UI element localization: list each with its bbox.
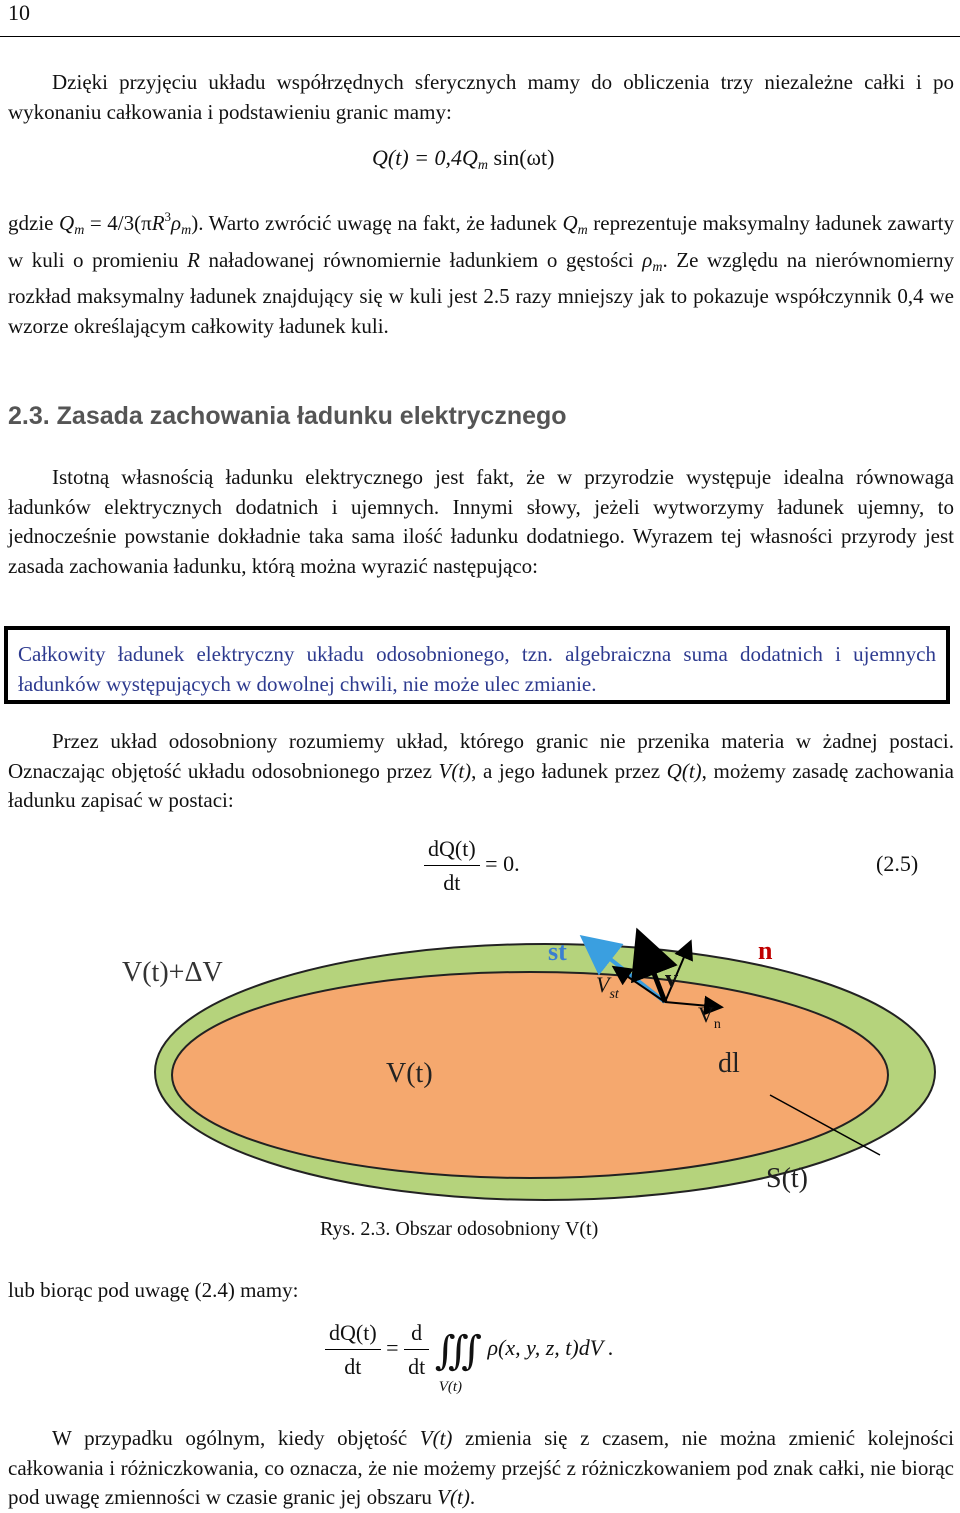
inner-region [172,972,888,1178]
label-vn: $V_n$ [698,1002,721,1032]
section-heading: 2.3. Zasada zachowania ładunku elektrycznego [8,402,567,430]
figure-isolated-region [0,915,960,1215]
paragraph-general-case: W przypadku ogólnym, kiedy objętość V(t) zmienia się z czasem, nie można zmienić kolejności całkowania i różniczkowania, co oznacza, że nie możemy przejść z różniczkowaniem pod znak całki, nie biorąc pod uwagę zmienności w czasie granic jej obszaru V(t). [8,1426,954,1509]
label-inner-volume: V(t) [386,1058,433,1089]
label-st: st [548,937,567,966]
equation-2-5: $\frac{dQ(t)}{dt}$ = 0. [424,836,520,896]
label-n: n [758,936,773,965]
equation-integral: $\frac{dQ(t)}{dt}$ = $\frac{d}{dt}$ ∭ V(t) ρ(x, y, z, t)dV . [325,1320,614,1380]
equation-charge: $Q(t) = 0,4Q_m$ sin(ωt) [372,145,555,173]
header-rule [0,36,960,37]
label-outer-volume: V(t)+ΔV [122,957,223,988]
paragraph-using-2-4: lub biorąc pod uwagę (2.4) mamy: [8,1278,299,1302]
paragraph-conservation: Istotną własnością ładunku elektrycznego jest fakt, że w przyrodzie występuje idealna równowaga ładunków elektrycznych dodatnich i ujemnych. Innymi słowy, jeżeli wytworzymy ładunek ujemny, to jednocześnie powstanie dokładnie taka sama ilość ładunku dodatniego. Wyrazem tej własności przyrody jest zasada zachowania ładunku, którą można wyrazić następująco: [8,465,954,578]
boxed-principle: Całkowity ładunek elektryczny układu odosobnionego, tzn. algebraiczna suma dodatnich i ujemnych ładunków występujących w dowolnej chwili, nie może ulec zmianie. [4,626,950,704]
paragraph-intro: Dzięki przyjęciu układu współrzędnych sferycznych mamy do obliczenia trzy niezależne całki i po wykonaniu całkowania i podstawieniu granic mamy: [8,70,954,124]
label-vst: $V_{st}$ [596,972,619,1002]
page-number: 10 [8,0,30,25]
equation-number: (2.5) [876,851,919,876]
label-dl: dl [718,1048,740,1079]
label-surface: S(t) [766,1163,808,1194]
figure-caption: Rys. 2.3. Obszar odosobniony V(t) [320,1218,599,1240]
paragraph-isolated-system: Przez układ odosobniony rozumiemy układ, którego granic nie przenika materia w żadnej postaci. Oznaczając objętość układu odosobnionego przez V(t), a jego ładunek przez Q(t), możemy zasadę zachowania ładunku zapisać w postaci: [8,729,954,812]
paragraph-definition: gdzie $Q_m = 4/3(\pi R^3\rho_m)$. Warto zwrócić uwagę na fakt, że ładunek $Q_m$ reprezentuje maksymalny ładunek zawarty w kuli o promieniu R naładowanej równomiernie ładunkiem o gęstości $\rho_m$. Ze względu na nierównomierny rozkład maksymalny ładunek znajdujący się w kuli jest 2.5 razy mniejszy jak to pokazuje współczynnik 0,4 we wzorze określającym całkowity ładunek kuli. [8,209,954,338]
label-v: v [665,964,678,993]
